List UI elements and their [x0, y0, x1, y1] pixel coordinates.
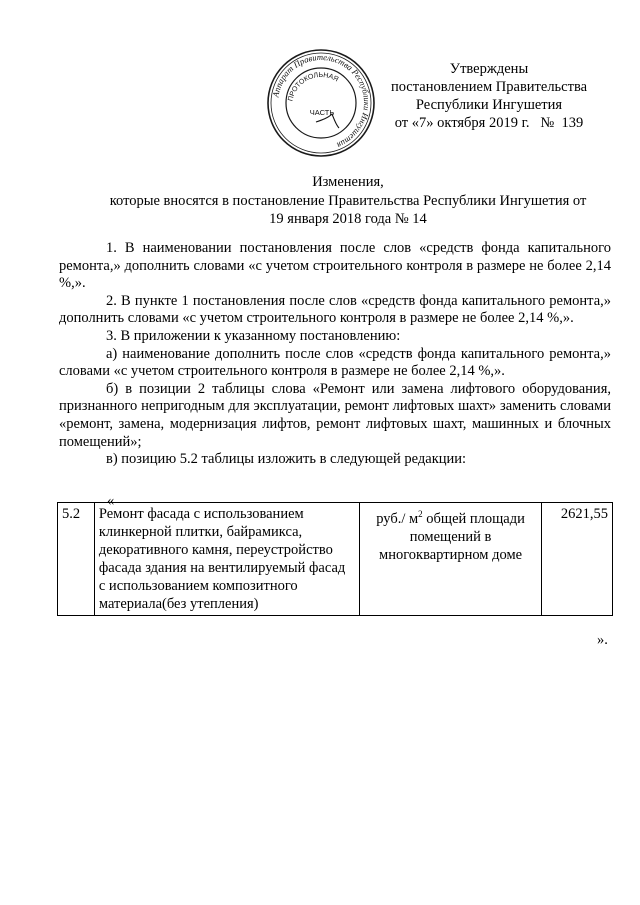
approval-line-1: Утверждены: [449, 61, 529, 77]
position-number-cell: 5.2: [58, 503, 95, 616]
unit-suffix: общей площади помещений в многоквартирном доме: [379, 510, 525, 563]
paragraph-3b: б) в позиции 2 таблицы слова «Ремонт или замена лифтового оборудования, признанного непригодным для эксплуатации, ремонт лифтовых шахт» заменить словами «ремонт, замена, модернизация лифтов, ремонт лифтовых шахт, машинных и блочных помещений»;: [59, 380, 611, 450]
title-line-2: которые вносятся в постановление Правительства Республики Ингушетия от: [109, 192, 587, 209]
closing-quote: ».: [597, 632, 608, 648]
approval-line-2: постановлением Правительства: [390, 79, 588, 95]
paragraph-1: 1. В наименовании постановления после слов «средств фонда капитального ремонта,» дополнить словами «с учетом строительного контроля в размере не более 2,14 %,».: [59, 240, 611, 292]
document-title: [70, 173, 626, 229]
document-body: [59, 240, 611, 469]
approval-line-4: от «7» октября 2019 г. № 139: [394, 115, 584, 131]
seal-center-text: ЧАСТЬ: [309, 108, 335, 117]
seal-outer-text: Аппарат Правительства Республики Ингушетия: [270, 51, 373, 151]
opening-quote: «: [107, 493, 115, 509]
approval-line-3: Республики Ингушетия: [415, 97, 563, 113]
unit-superscript: 2: [418, 509, 423, 519]
title-line-3: 19 января 2018 года № 14: [269, 211, 427, 227]
position-unit-cell: [359, 503, 541, 616]
unit-prefix: руб./ м: [376, 510, 419, 527]
title-line-1: Изменения,: [312, 174, 384, 190]
position-value-cell: 2621,55: [542, 503, 613, 616]
svg-text:ПРОТОКОЛЬНАЯ: [287, 72, 339, 102]
paragraph-3c: в) позицию 5.2 таблицы изложить в следующей редакции:: [106, 451, 467, 468]
approval-block: [378, 60, 600, 132]
paragraph-3a: а) наименование дополнить после слов «средств фонда капитального ремонта,» словами «с учетом строительного контроля в размере не более 2,14 %,».: [59, 345, 611, 380]
position-description-cell: Ремонт фасада с использованием клинкерной плитки, байрамикса, декоративного камня, переустройство фасада здания на вентилируемый фасад с использованием композитного материала(без утепления): [94, 503, 359, 616]
paragraph-2: 2. В пункте 1 постановления после слов «средств фонда капитального ремонта,» дополнить словами «с учетом строительного контроля в размере не более 2,14 %,».: [59, 292, 611, 327]
official-seal-stamp: [266, 48, 376, 158]
table-row: [58, 503, 613, 616]
seal-inner-top-text: ПРОТОКОЛЬНАЯ: [287, 71, 340, 102]
position-table: [57, 502, 613, 616]
paragraph-3: 3. В приложении к указанному постановлению:: [106, 327, 401, 344]
